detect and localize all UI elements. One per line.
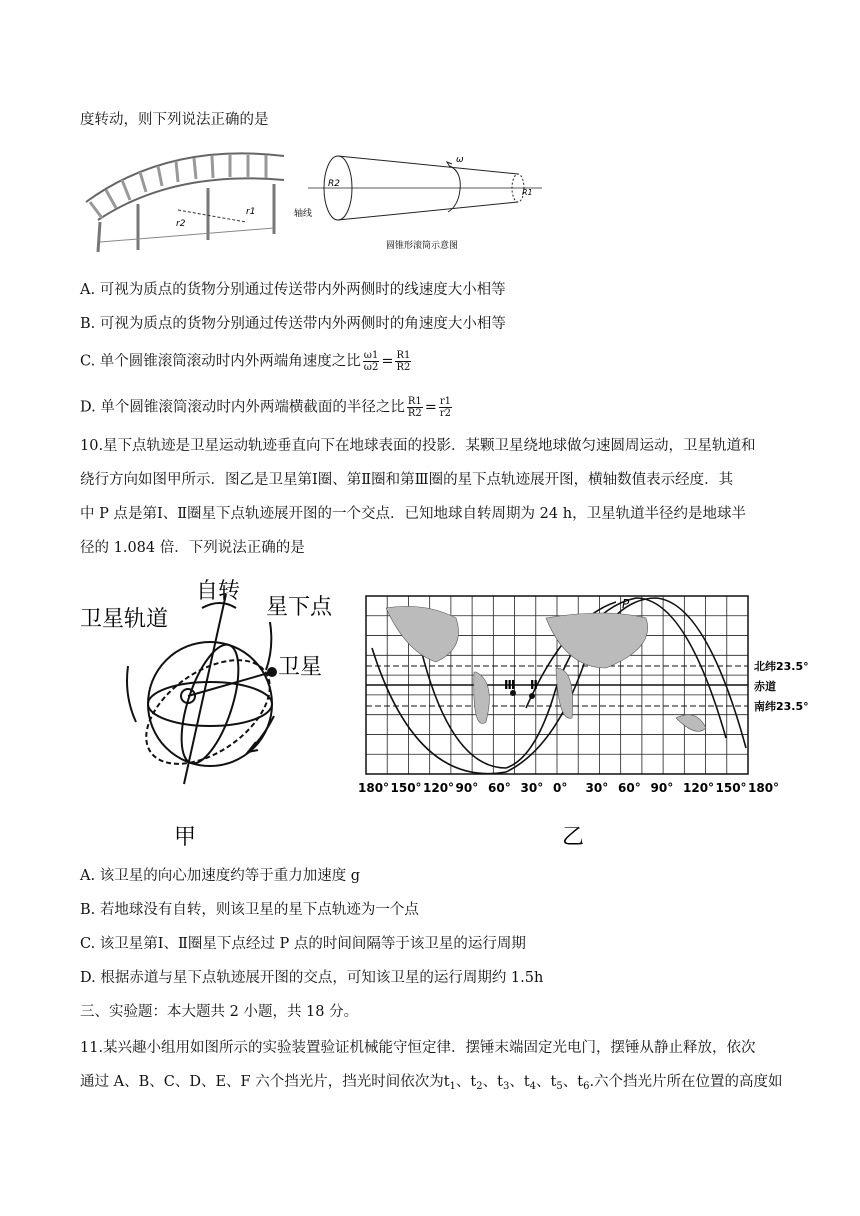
label-north: 北纬23.5°	[754, 660, 809, 673]
caption-yi: 乙	[562, 825, 585, 850]
label-R1: R1	[522, 188, 533, 197]
q9-option-a: A. 可视为质点的货物分别通过传送带内外两侧时的线速度大小相等	[80, 282, 506, 298]
label-omega: ω	[456, 155, 464, 165]
tick-label: 60°	[618, 781, 641, 795]
q10-stem-2: 绕行方向如图甲所示．图乙是卫星第Ⅰ圈、第Ⅱ圈和第Ⅲ圈的星下点轨迹展开图，横轴数值表示经度．其	[80, 472, 734, 488]
q10-stem-3: 中 P 点是第Ⅰ、Ⅱ圈星下点轨迹展开图的一个交点．已知地球自转周期为 24 h，卫星轨道半径约是地球半	[80, 506, 747, 522]
label-orbit: 卫星轨道	[80, 607, 169, 632]
time-symbol: $t_3$	[497, 1074, 510, 1092]
axis-label: 轴线	[294, 209, 313, 219]
q9-option-b: B. 可视为质点的货物分别通过传送带内外两侧时的角速度大小相等	[80, 316, 506, 332]
label-P: P	[622, 597, 630, 611]
label-satellite: 卫星	[278, 655, 323, 680]
tick-label: 120°	[683, 781, 715, 795]
tick-label: 120°	[423, 781, 455, 795]
tick-label: 90°	[455, 781, 479, 795]
time-symbol: $t_5$	[550, 1074, 563, 1092]
q10-option-d: D. 根据赤道与星下点轨迹展开图的交点，可知该卫星的运行周期约 1.5h	[80, 970, 544, 986]
q11-line-1: 11.某兴趣小组用如图所示的实验装置验证机械能守恒定律．摆锤末端固定光电门，摆锤从静止释放，依次	[80, 1040, 756, 1056]
conveyor-photo	[78, 142, 292, 254]
q10-option-a: A. 该卫星的向心加速度约等于重力加速度 g	[80, 868, 361, 884]
q10-option-c: C. 该卫星第Ⅰ、Ⅱ圈星下点经过 P 点的时间间隔等于该卫星的运行周期	[80, 936, 526, 952]
label-R2: R2	[328, 179, 340, 189]
figure-jia	[76, 574, 356, 854]
label-II: Ⅱ	[530, 678, 538, 692]
tick-label: 150°	[715, 781, 747, 795]
tick-label: 0°	[553, 781, 568, 795]
figure-yi	[356, 588, 809, 854]
tick-label: 30°	[520, 781, 544, 795]
q9-stem-tail: 度转动，则下列说法正确的是	[80, 112, 269, 128]
label-south: 南纬23.5°	[754, 700, 809, 713]
cone-caption: 圆锥形滚筒示意图	[386, 241, 459, 251]
q9-option-c: C. 单个圆锥滚筒滚动时内外两端角速度之比 $\frac{\omega 1}{\omega 2}$ = $\frac{R1}{R2}$	[80, 350, 411, 373]
tick-label: 60°	[488, 781, 511, 795]
tick-label: 150°	[390, 781, 422, 795]
label-III: Ⅲ	[504, 678, 516, 692]
tick-label: 180°	[748, 781, 780, 795]
caption-jia: 甲	[174, 825, 197, 850]
time-symbol: $t_4$	[523, 1074, 537, 1092]
label-r1: r1	[246, 207, 256, 217]
label-rotation: 自转	[196, 579, 241, 604]
time-symbol: $t_6$	[577, 1074, 590, 1092]
q11-line-2: 通过 A、B、C、D、E、F 六个挡光片，挡光时间依次为$t_1$、$t_2$、$t_3$、$t_4$、$t_5$、$t_6$.六个挡光片所在位置的高度如	[80, 1074, 783, 1092]
label-subpoint: 星下点	[266, 595, 333, 620]
time-symbol: $t_2$	[470, 1074, 483, 1092]
tick-label: 180°	[358, 781, 390, 795]
tick-label: 90°	[650, 781, 674, 795]
section-heading: 三、实验题：本大题共 2 小题，共 18 分。	[80, 1004, 359, 1020]
q9-option-d: D. 单个圆锥滚筒滚动时内外两端横截面的半径之比 $\frac{R1}{R2}$ = $\frac{r1}{r2}$	[80, 396, 452, 419]
time-symbol: $t_1$	[443, 1074, 456, 1092]
cone-diagram	[292, 150, 552, 260]
q10-stem-4: 径的 1.084 倍．下列说法正确的是	[80, 540, 305, 556]
label-r2: r2	[176, 219, 186, 229]
q10-option-b: B. 若地球没有自转，则该卫星的星下点轨迹为一个点	[80, 902, 419, 918]
tick-label: 30°	[585, 781, 609, 795]
label-equator: 赤道	[754, 680, 776, 693]
q10-stem-1: 10.星下点轨迹是卫星运动轨迹垂直向下在地球表面的投影．某颗卫星绕地球做匀速圆周运动，卫星轨道和	[80, 438, 756, 454]
